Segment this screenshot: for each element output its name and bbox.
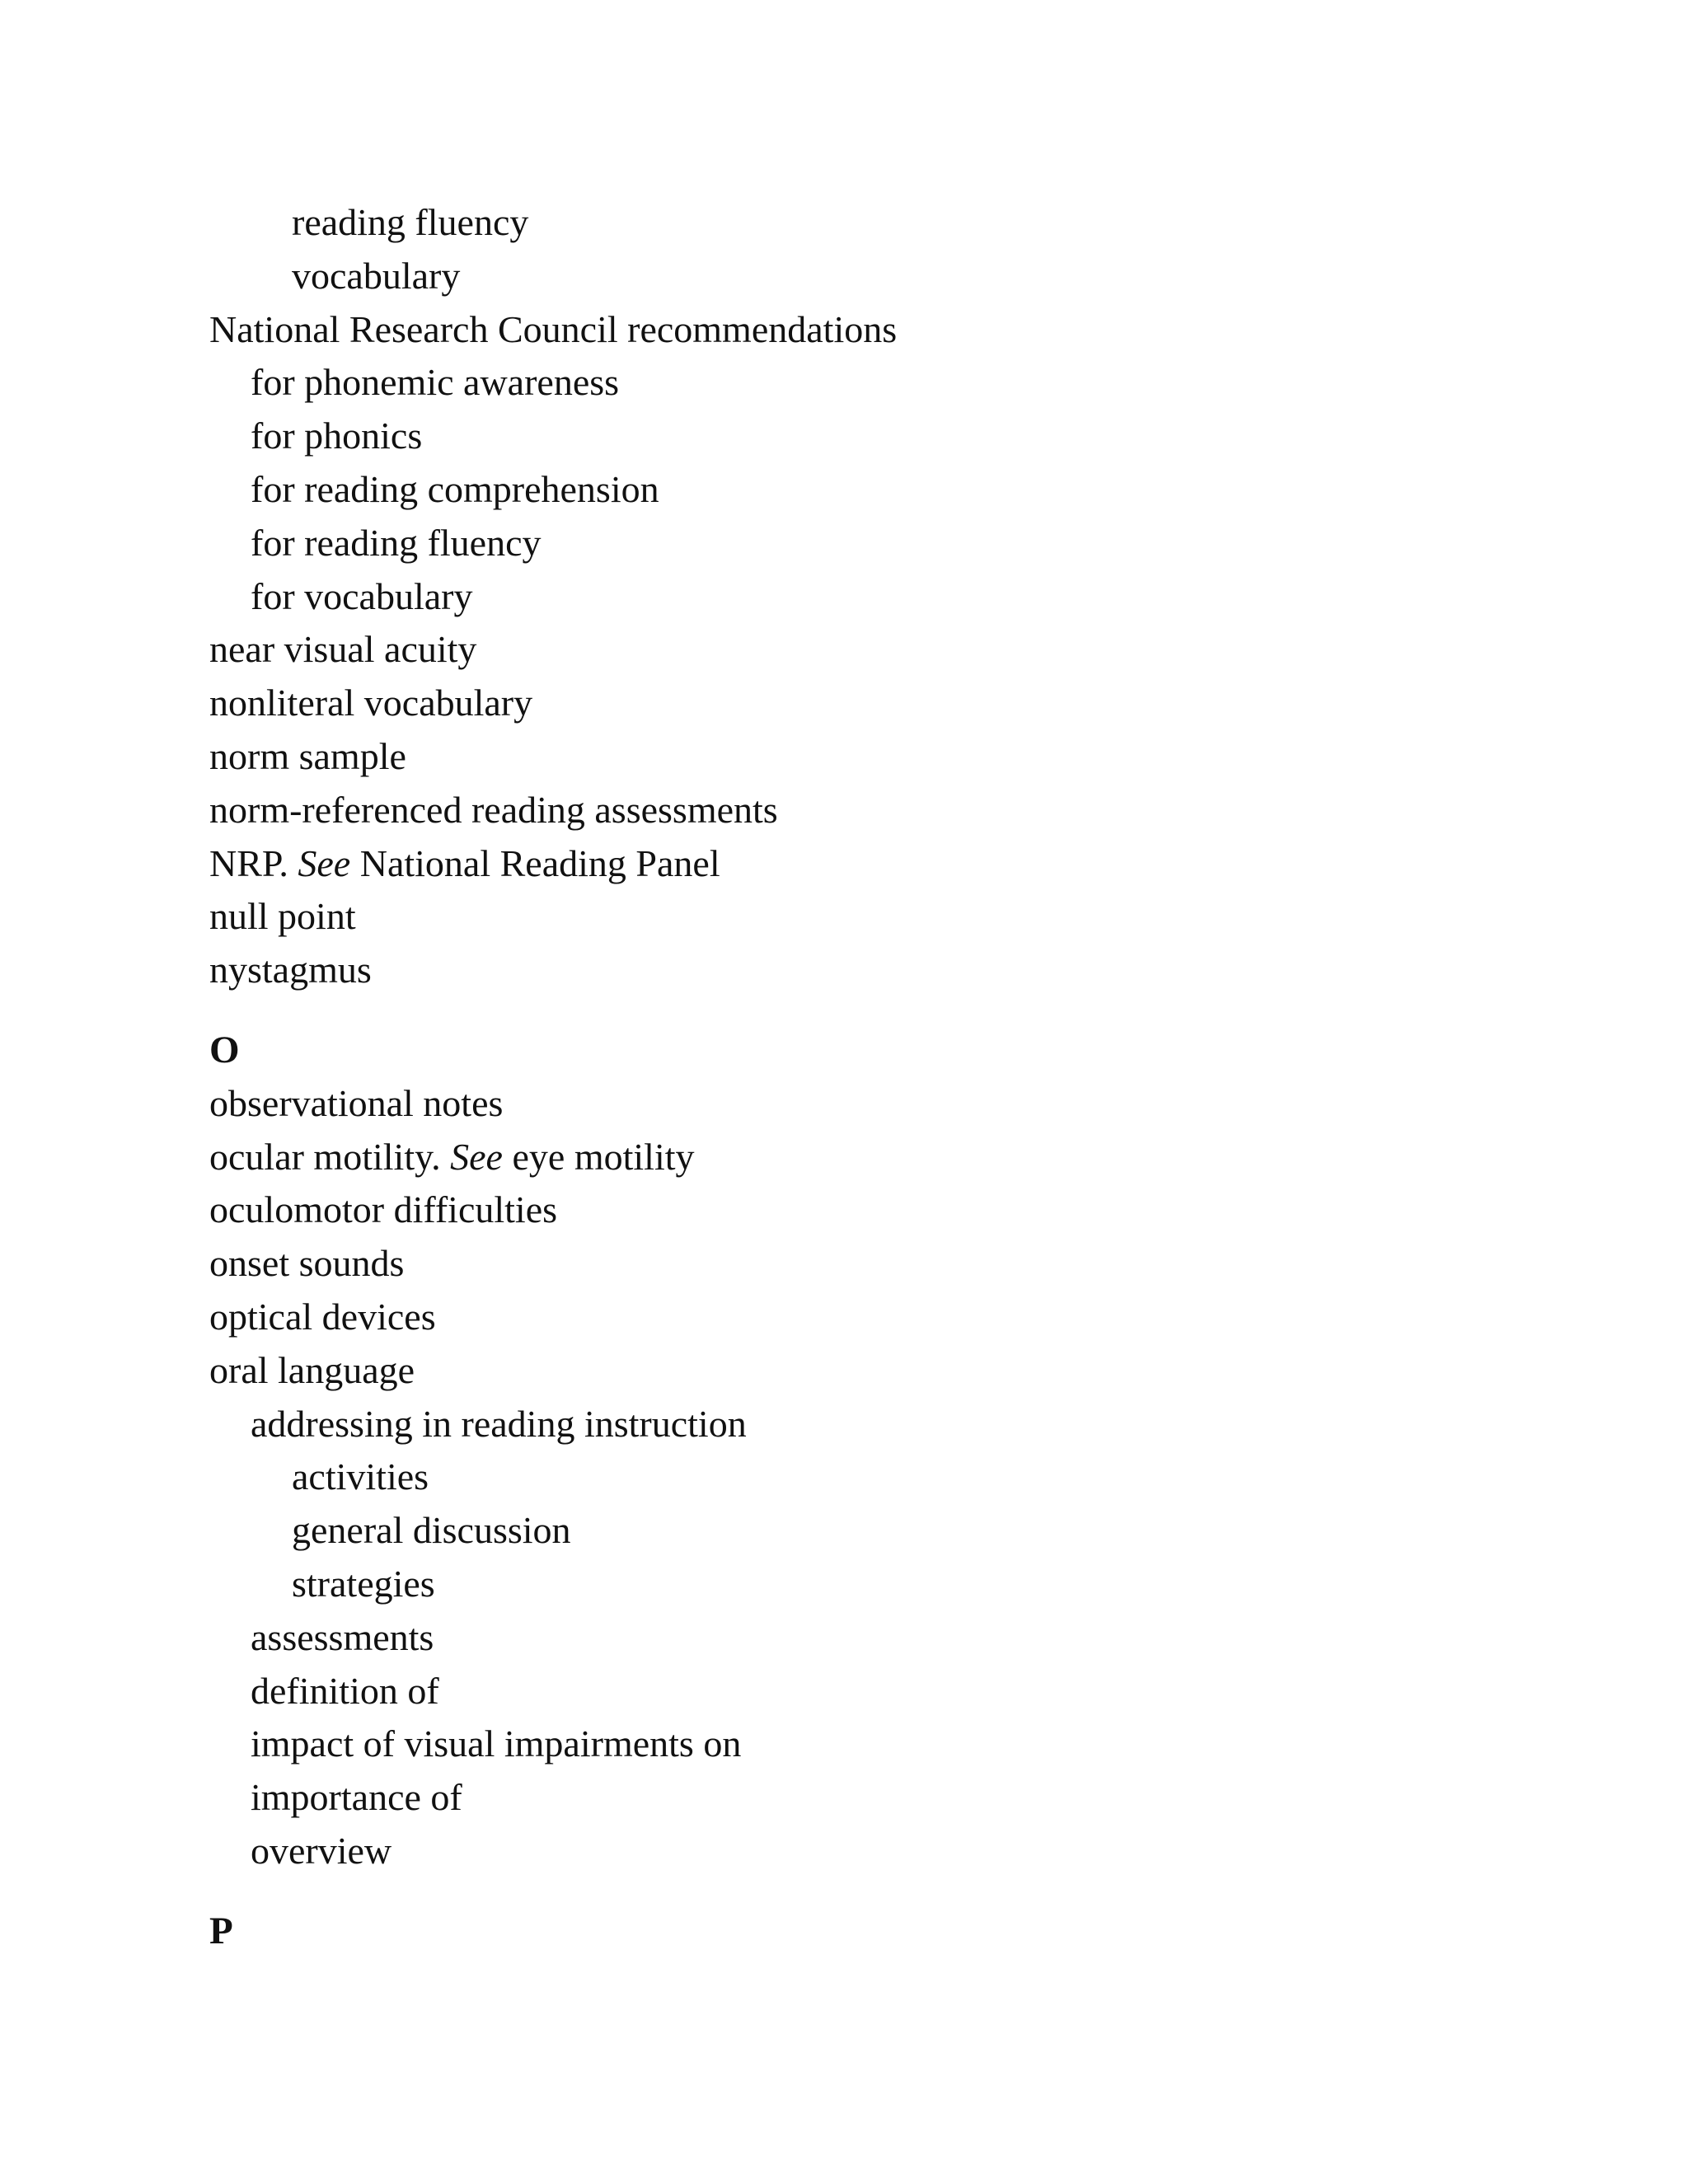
referenced-term: National Reading Panel — [359, 841, 720, 884]
index-entry: oral language — [209, 1348, 415, 1391]
index-entry: oculomotor difficulties — [209, 1188, 558, 1231]
index-entry-cross-reference — [209, 837, 1528, 891]
index-entry: near visual acuity — [209, 628, 477, 671]
see-reference: See — [450, 1135, 503, 1178]
see-reference: See — [298, 841, 351, 884]
index-entry: observational notes — [209, 1081, 504, 1124]
referenced-term: eye motility — [512, 1135, 695, 1178]
index-entry: National Research Council recommendations — [209, 307, 898, 350]
index-entry-cross-reference — [209, 1131, 1528, 1184]
index-subentry: for phonics — [251, 415, 423, 457]
index-subsubentry: general discussion — [292, 1509, 571, 1552]
index-entry: reading fluency — [292, 201, 529, 243]
section-letter-o: O — [209, 1028, 240, 1071]
index-subentry: for reading comprehension — [251, 467, 659, 510]
index-entry: optical devices — [209, 1295, 436, 1338]
index-entry: vocabulary — [292, 254, 461, 297]
index-entry: onset sounds — [209, 1242, 405, 1285]
index-entry: nonliteral vocabulary — [209, 682, 533, 724]
section-letter-p: P — [209, 1909, 233, 1952]
entry-term: NRP. — [209, 841, 288, 884]
index-subentry: overview — [251, 1829, 392, 1872]
index-subentry: definition of — [251, 1669, 439, 1712]
index-subentry: importance of — [251, 1776, 462, 1819]
index-entry: norm-referenced reading assessments — [209, 788, 778, 831]
index-entry: null point — [209, 895, 356, 938]
index-subentry: for phonemic awareness — [251, 361, 620, 404]
index-subentry: for reading fluency — [251, 521, 542, 564]
index-page — [209, 196, 1528, 1958]
index-subentry: addressing in reading instruction — [251, 1402, 747, 1445]
entry-term: ocular motility. — [209, 1135, 441, 1178]
index-subsubentry: strategies — [292, 1562, 435, 1605]
index-subentry: impact of visual impairments on — [251, 1722, 742, 1765]
index-subentry: for vocabulary — [251, 574, 473, 617]
index-subsubentry: activities — [292, 1455, 429, 1498]
index-entry: nystagmus — [209, 949, 372, 991]
index-subentry: assessments — [251, 1615, 434, 1658]
index-entry: norm sample — [209, 734, 406, 777]
